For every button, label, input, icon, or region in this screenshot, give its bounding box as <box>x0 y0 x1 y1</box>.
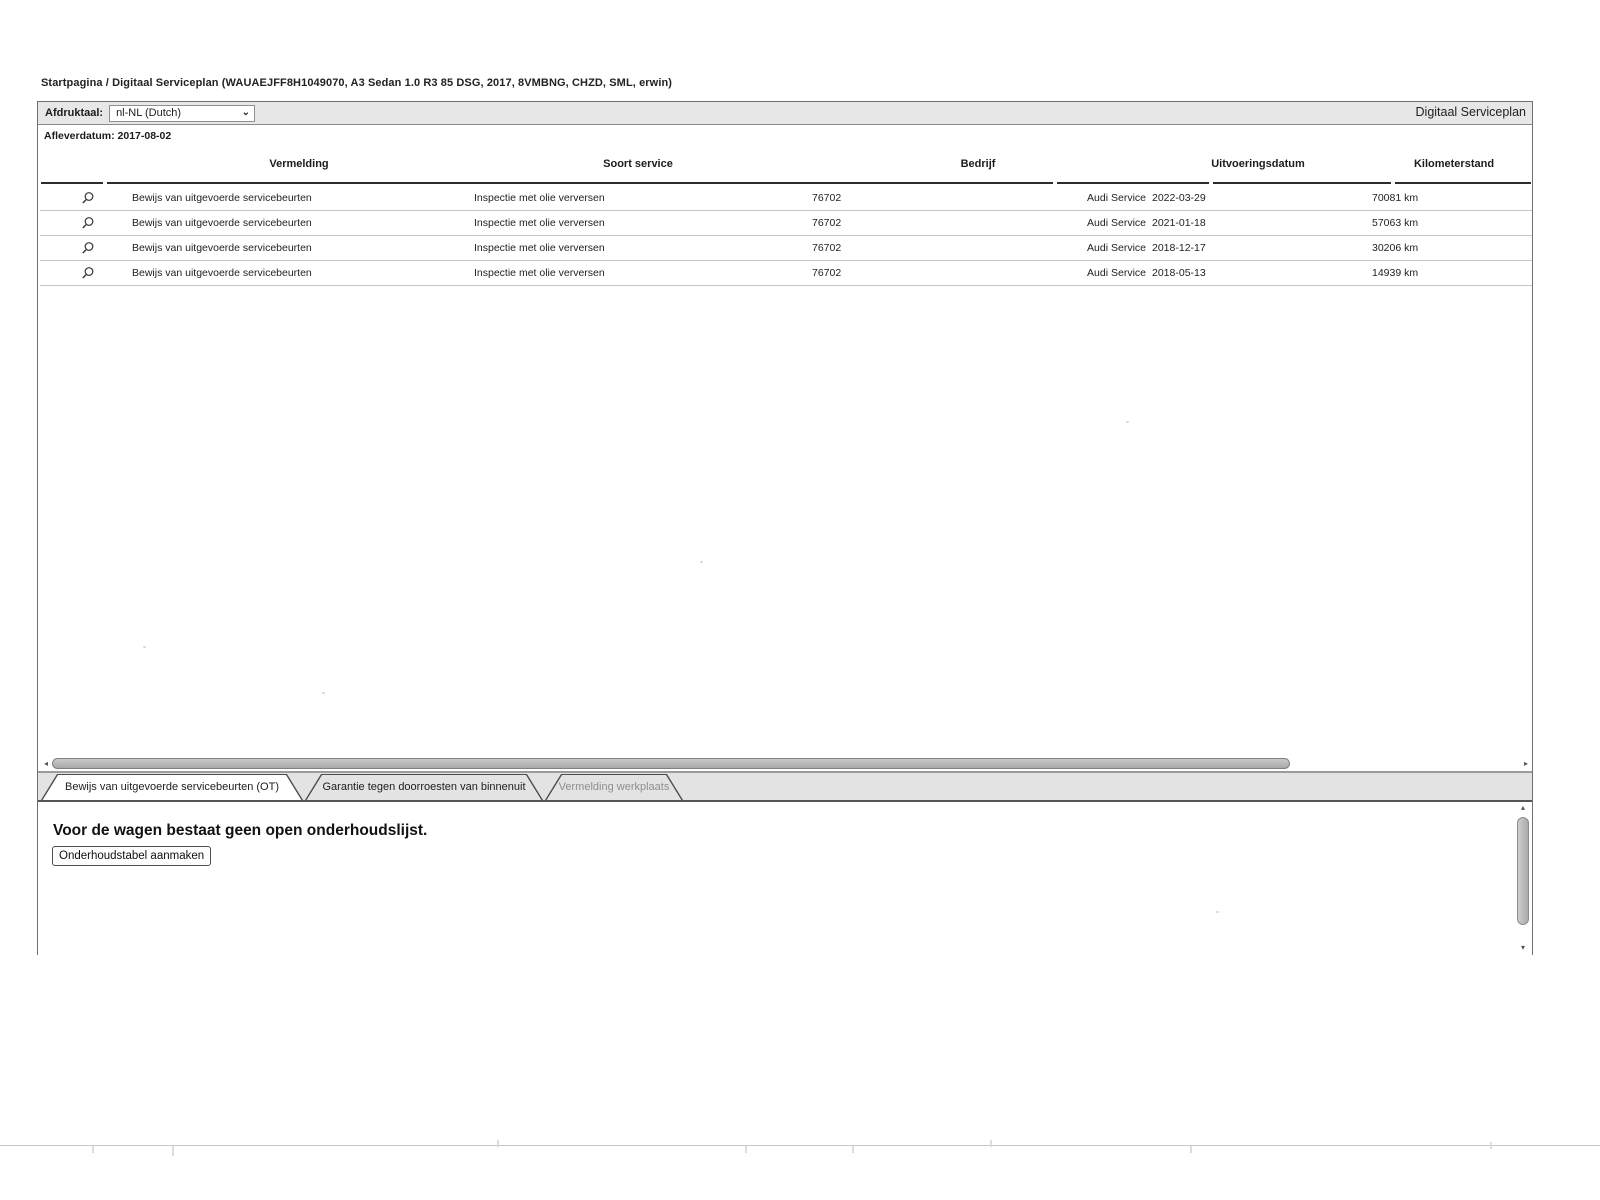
print-language-select[interactable] <box>109 105 255 122</box>
row-soort-service: Inspectie met olie verversen <box>474 217 605 229</box>
tab-strip <box>38 771 1532 800</box>
header-divider <box>1213 182 1391 184</box>
create-maintenance-table-button[interactable]: Onderhoudstabel aanmaken <box>52 846 211 866</box>
magnifier-icon[interactable] <box>78 266 98 280</box>
header-divider <box>107 182 1053 184</box>
table-row <box>40 236 1532 261</box>
scan-artifact <box>1190 1146 1192 1153</box>
scan-artifact <box>497 1140 499 1147</box>
scan-artifact <box>1216 911 1219 913</box>
row-company: Audi Service <box>1087 242 1146 254</box>
row-vermelding: Bewijs van uitgevoerde servicebeurten <box>132 242 312 254</box>
row-kilometerstand: 70081 km <box>1372 192 1419 204</box>
delivery-date: Afleverdatum: 2017-08-02 <box>44 130 172 142</box>
magnifier-icon[interactable] <box>78 191 98 205</box>
row-soort-service: Inspectie met olie verversen <box>474 267 605 279</box>
scan-artifact <box>92 1146 94 1153</box>
horizontal-scrollbar-track[interactable] <box>51 758 1521 769</box>
print-language-value: nl-NL (Dutch) <box>116 107 182 119</box>
row-soort-service: Inspectie met olie verversen <box>474 192 605 204</box>
row-bedrijf: 76702 <box>812 267 842 279</box>
row-vermelding: Bewijs van uitgevoerde servicebeurten <box>132 192 312 204</box>
column-header-uitvoeringsdatum: Uitvoeringsdatum <box>1211 158 1305 170</box>
tab-label: Garantie tegen doorroesten van binnenuit <box>322 781 526 793</box>
column-header-kilometerstand: Kilometerstand <box>1413 158 1495 170</box>
row-bedrijf: 76702 <box>812 192 842 204</box>
print-language-label: Afdruktaal: <box>45 107 104 119</box>
tab-garantie-doorroesten[interactable] <box>305 774 543 800</box>
scan-artifact <box>172 1146 174 1156</box>
table-row <box>40 261 1532 286</box>
scan-artifact <box>322 692 325 694</box>
scan-artifact <box>1490 1142 1492 1149</box>
row-uitvoeringsdatum: 2022-03-29 <box>1152 192 1206 204</box>
tab-label: Vermelding werkplaats <box>558 781 670 793</box>
row-company: Audi Service <box>1087 217 1146 229</box>
tab-label: Bewijs van uitgevoerde servicebeurten (OT) <box>65 781 279 793</box>
horizontal-scrollbar-thumb[interactable] <box>52 758 1290 769</box>
chevron-down-icon: ⌄ <box>241 107 251 118</box>
row-company: Audi Service <box>1087 192 1146 204</box>
row-kilometerstand: 57063 km <box>1372 217 1419 229</box>
scan-artifact <box>1126 421 1129 423</box>
breadcrumb: Startpagina / Digitaal Serviceplan (WAUAEJFF8H1049070, A3 Sedan 1.0 R3 85 DSG, 2017, 8VMBNG, CHZD, SML, erwin) <box>41 77 673 89</box>
row-kilometerstand: 30206 km <box>1372 242 1419 254</box>
vertical-scrollbar-thumb[interactable] <box>1517 817 1529 925</box>
no-open-maintenance-message: Voor de wagen bestaat geen open onderhoudslijst. <box>53 822 428 839</box>
scroll-right-icon[interactable]: ▸ <box>1523 759 1528 768</box>
scroll-down-icon[interactable]: ▾ <box>1520 943 1525 952</box>
vertical-scrollbar[interactable] <box>1516 803 1530 953</box>
scan-artifact <box>990 1140 992 1147</box>
scan-artifact <box>143 646 146 648</box>
horizontal-scrollbar[interactable] <box>41 757 1531 770</box>
header-divider <box>41 182 103 184</box>
row-bedrijf: 76702 <box>812 217 842 229</box>
header-divider <box>1395 182 1531 184</box>
column-header-vermelding: Vermelding <box>269 158 329 170</box>
maintenance-panel <box>38 800 1532 956</box>
scroll-left-icon[interactable]: ◂ <box>43 759 48 768</box>
scan-artifact <box>745 1146 747 1153</box>
row-bedrijf: 76702 <box>812 242 842 254</box>
row-uitvoeringsdatum: 2018-12-17 <box>1152 242 1206 254</box>
scan-artifact-line <box>0 1145 1600 1146</box>
magnifier-icon[interactable] <box>78 216 98 230</box>
serviceplan-window <box>37 101 1533 955</box>
service-table <box>40 186 1532 286</box>
vertical-scrollbar-track[interactable] <box>1517 813 1529 943</box>
page-title: Digitaal Serviceplan <box>1415 105 1526 119</box>
row-uitvoeringsdatum: 2018-05-13 <box>1152 267 1206 279</box>
tab-vermelding-werkplaats[interactable] <box>545 774 683 800</box>
row-company: Audi Service <box>1087 267 1146 279</box>
tab-bewijs-servicebeurten[interactable] <box>41 774 303 800</box>
row-soort-service: Inspectie met olie verversen <box>474 242 605 254</box>
magnifier-icon[interactable] <box>78 241 98 255</box>
column-header-bedrijf: Bedrijf <box>960 158 996 170</box>
scan-artifact <box>852 1146 854 1153</box>
scroll-up-icon[interactable]: ▴ <box>1520 803 1525 812</box>
scan-artifact <box>700 561 703 563</box>
row-vermelding: Bewijs van uitgevoerde servicebeurten <box>132 217 312 229</box>
header-divider <box>1057 182 1209 184</box>
row-vermelding: Bewijs van uitgevoerde servicebeurten <box>132 267 312 279</box>
row-uitvoeringsdatum: 2021-01-18 <box>1152 217 1206 229</box>
column-header-soort-service: Soort service <box>603 158 673 170</box>
table-row <box>40 186 1532 211</box>
language-bar <box>38 102 1532 125</box>
table-row <box>40 211 1532 236</box>
row-kilometerstand: 14939 km <box>1372 267 1419 279</box>
